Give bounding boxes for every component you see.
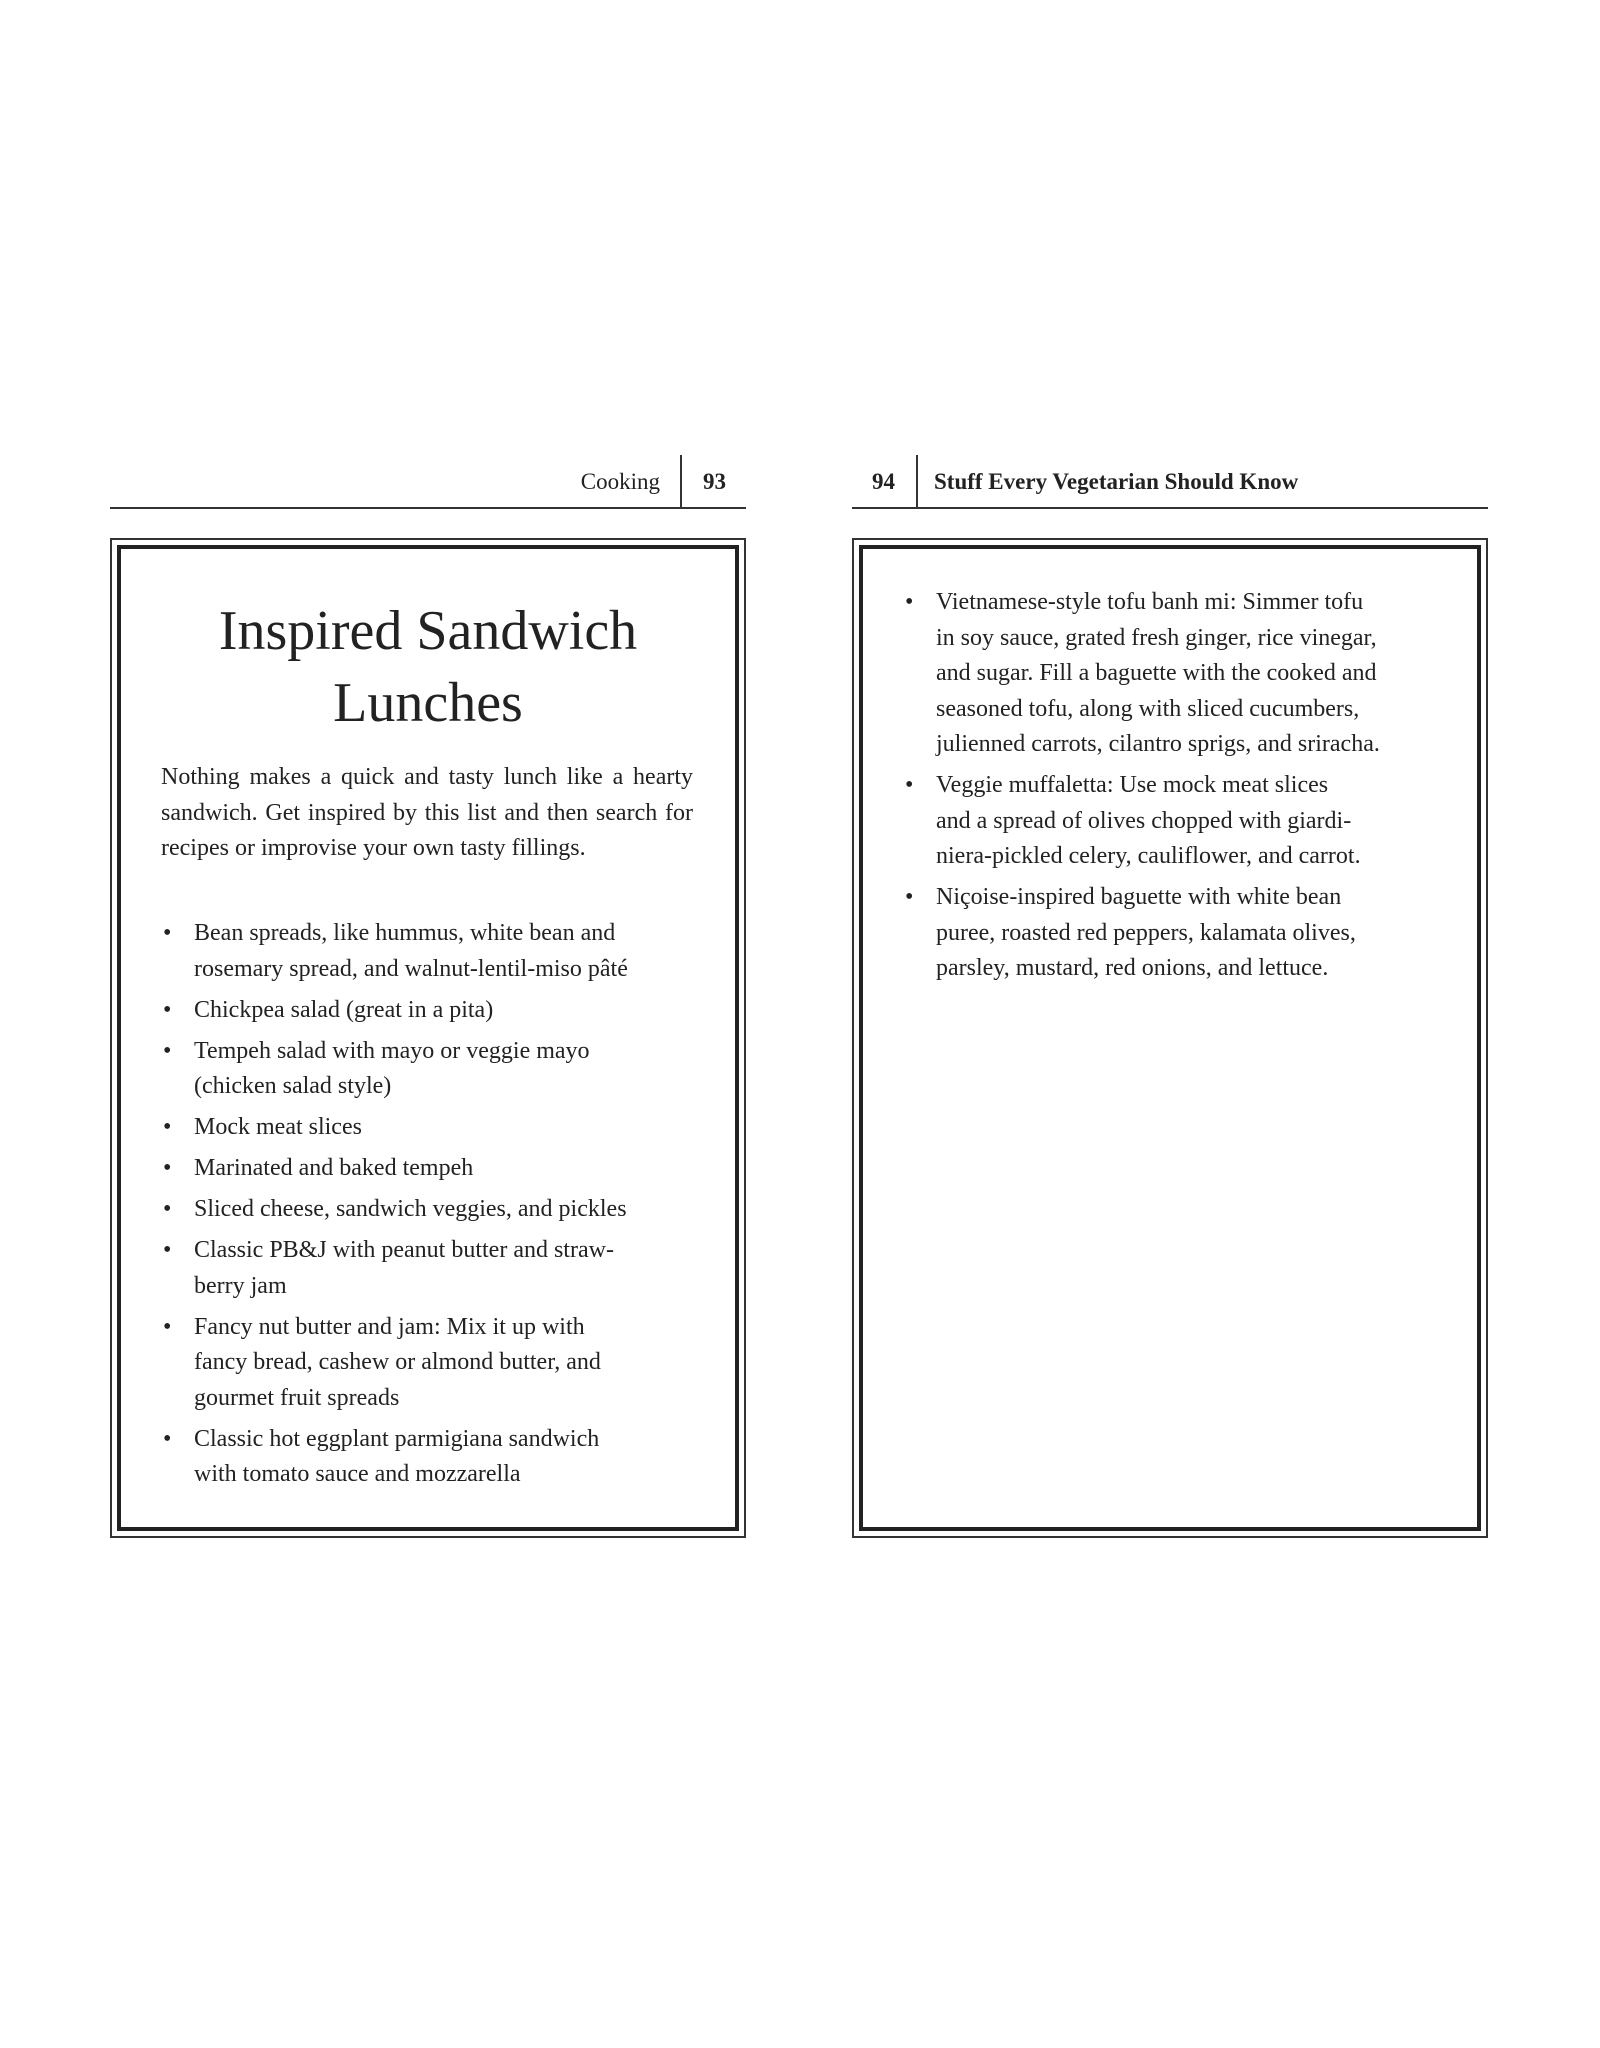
page-title (121, 595, 735, 739)
list-item (161, 916, 701, 987)
list-item-line: Fancy nut butter and jam: Mix it up with (194, 1313, 585, 1340)
list-item (161, 1192, 701, 1228)
list-item-line: puree, roasted red peppers, kalamata olives, (936, 919, 1356, 946)
content-frame-inner-left (117, 545, 739, 1531)
content-frame-left (110, 538, 746, 1538)
bullet-icon: • (163, 1155, 172, 1181)
list-item-line: Bean spreads, like hummus, white bean and (194, 920, 616, 946)
list-item (903, 585, 1459, 763)
intro-paragraph: Nothing makes a quick and tasty lunch like a hearty sandwich. Get inspired by this list and then search for recipes or improvise your own tasty fillings. (161, 764, 693, 861)
left-page (110, 0, 746, 2048)
list-item-line: Chickpea salad (great in a pita) (194, 996, 494, 1023)
bullet-icon: • (163, 1313, 172, 1340)
right-page (852, 0, 1488, 2048)
list-item-line: with tomato sauce and mozzarella (194, 1461, 521, 1487)
title-line: Lunches (333, 672, 523, 734)
list-item-line: Marinated and baked tempeh (194, 1155, 474, 1181)
bullet-icon: • (905, 884, 914, 910)
title-line: Inspired Sandwich (218, 600, 638, 662)
list-item-line: Niçoise-inspired baguette with white bean (936, 884, 1342, 910)
list-item-line: parsley, mustard, red onions, and lettuce. (936, 955, 1329, 981)
list-item-line: Veggie muffaletta: Use mock meat slices (936, 772, 1329, 798)
list-item-line: berry jam (194, 1272, 287, 1299)
list-item-line: Classic PB&J with peanut butter and straw- (194, 1237, 614, 1263)
bullet-icon: • (163, 1237, 172, 1263)
list-item (161, 1151, 701, 1187)
list-item (161, 1310, 701, 1417)
running-header-left (110, 455, 746, 509)
list-item-line: and sugar. Fill a baguette with the cooked and (936, 660, 1377, 686)
list-item (161, 1110, 701, 1146)
list-item-line: rosemary spread, and walnut-lentil-miso pâté (194, 955, 628, 982)
content-frame-right (852, 538, 1488, 1538)
running-header-right (852, 455, 1488, 509)
list-item (161, 1034, 701, 1105)
book-title: Stuff Every Vegetarian Should Know (934, 469, 1299, 494)
section-name: Cooking (580, 469, 660, 494)
bullet-icon: • (905, 772, 914, 798)
header-divider (680, 455, 682, 507)
list-item-line: fancy bread, cashew or almond butter, and (194, 1349, 601, 1375)
sandwich-list-continued (903, 585, 1459, 992)
list-item-line: in soy sauce, grated fresh ginger, rice vinegar, (936, 624, 1377, 651)
list-item-line: niera-pickled celery, cauliflower, and carrot. (936, 843, 1361, 869)
page-number: 94 (872, 469, 895, 494)
header-divider (916, 455, 918, 507)
list-item (903, 880, 1459, 987)
list-item (903, 768, 1459, 875)
list-item-line: Tempeh salad with mayo or veggie mayo (194, 1037, 590, 1064)
list-item-line: Mock meat slices (194, 1114, 362, 1140)
bullet-icon: • (163, 920, 172, 946)
list-item-line: Classic hot eggplant parmigiana sandwich (194, 1425, 600, 1452)
list-item-line: seasoned tofu, along with sliced cucumbers, (936, 695, 1360, 722)
list-item (161, 1422, 701, 1493)
list-item-line: and a spread of olives chopped with giardi- (936, 807, 1352, 834)
list-item-line: gourmet fruit spreads (194, 1384, 400, 1411)
bullet-icon: • (163, 1425, 172, 1452)
list-item (161, 1233, 701, 1304)
page-number: 93 (703, 469, 726, 494)
list-item-line: (chicken salad style) (194, 1073, 392, 1099)
bullet-icon: • (163, 1114, 172, 1140)
content-frame-inner-right (859, 545, 1481, 1531)
list-item (161, 993, 701, 1029)
list-item-line: julienned carrots, cilantro sprigs, and sriracha. (936, 731, 1380, 757)
bullet-icon: • (905, 589, 914, 615)
sandwich-list (161, 916, 701, 1498)
bullet-icon: • (163, 996, 172, 1023)
list-item-line: Sliced cheese, sandwich veggies, and pickles (194, 1196, 627, 1222)
bullet-icon: • (163, 1196, 172, 1222)
bullet-icon: • (163, 1037, 172, 1064)
list-item-line: Vietnamese-style tofu banh mi: Simmer tofu (936, 589, 1364, 615)
